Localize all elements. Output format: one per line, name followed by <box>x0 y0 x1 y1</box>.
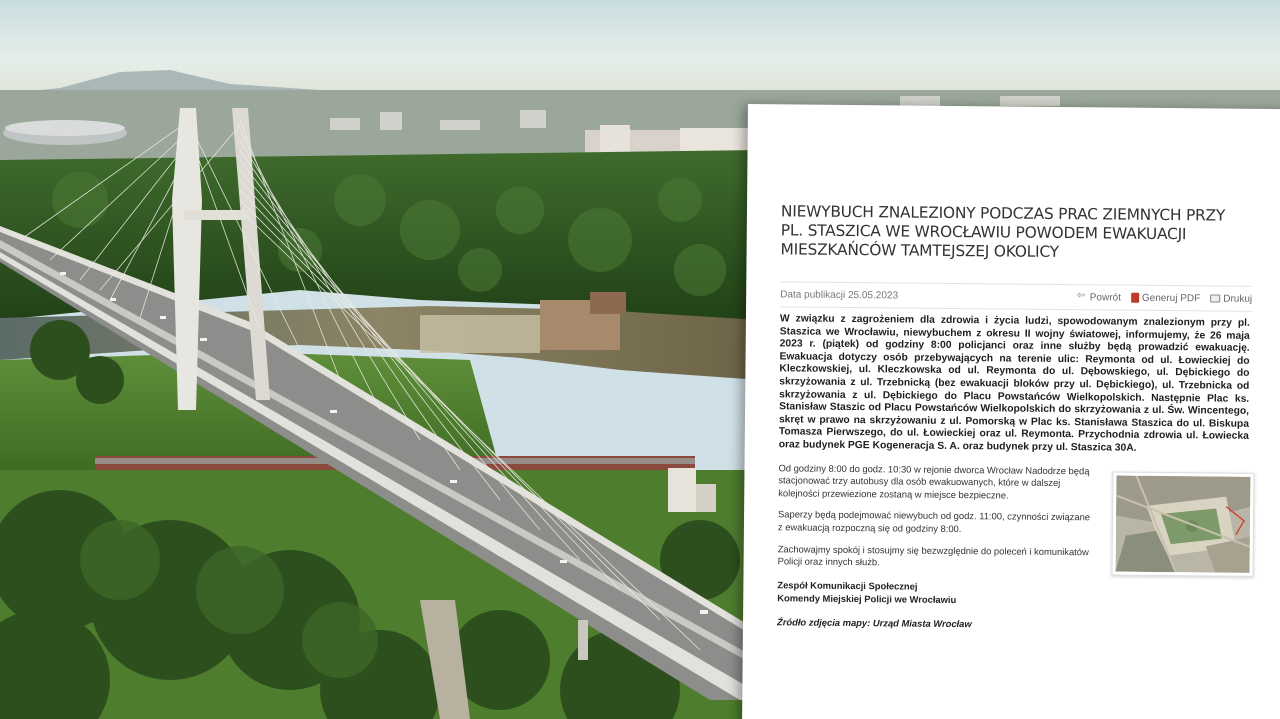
paragraph-buses: Od godziny 8:00 do godz. 10:30 w rejonie dworca Wrocław Nadodrze będą stacjonować trzy autobusy dla osób ewakuowanych, które w dalszej kolejności przewiezione zostaną w miejsce bezpieczne. <box>778 461 1090 501</box>
back-label: Powrót <box>1089 291 1121 304</box>
announcement-title: NIEWYBUCH ZNALEZIONY PODCZAS PRAC ZIEMNYCH PRZY PL. STASZICA WE WROCŁAWIU POWODEM EWAKUACJI MIESZKAŃCÓW TAMTEJSZEJ OKOLICY <box>780 202 1226 261</box>
pdf-icon <box>1131 293 1139 303</box>
police-announcement-page <box>742 104 1280 719</box>
pdf-label: Generuj PDF <box>1141 292 1201 304</box>
article-actions <box>1077 292 1252 305</box>
photo-source: Źródło zdjęcia mapy: Urząd Miasta Wrocław <box>776 615 972 629</box>
back-link[interactable] <box>1077 292 1121 303</box>
lead-paragraph: W związku z zagrożeniem dla zdrowia i życia ludzi, spowodowanym znalezionym przy pl. Staszica we Wrocławiu, niewybuchem z okresu II wojny światowej, informujemy, że 26 maja 2023 r. (piątek) od godziny 8:00 policjanci oraz inne służby będą prowadzić ewakuację. Ewakuacja dotyczy osób przebywających na terenie ulic: Reymonta od ul. Łowieckiej do Kleczkowskiej, ul. Kleczkowska od ul. Reymonta do ul. Dębowskiego, ul. Dębickiego do skrzyżowania z ul. Trzebnicką (bez ewakuacji bloków przy ul. Dębickiego), ul. Trzebnicka od skrzyżowania z ul. Dębickiego do Placu Powstańców Wielkopolskich. Następnie Plac ks. Stanisław Staszic od Placu Powstańców Wielkopolskich do skrzyżowania z ul. Św. Wincentego, skręt w prawo na skrzyżowaniu z ul. Pomorską w Plac ks. Stanisława Staszica do ul. Biskupa Tomasza Pierwszego, do ul. Łowieckiej oraz ul. Reymonta. Przychodnia zdrowia ul. Łowiecka oraz budynek PGE Kogeneracja S. A. oraz budynek przy ul. Staszica 30A. <box>778 313 1250 454</box>
print-link[interactable] <box>1210 293 1252 304</box>
publication-date: Data publikacji 25.05.2023 <box>780 288 899 301</box>
printer-icon <box>1210 294 1220 302</box>
meta-bar <box>780 281 1252 312</box>
article-body <box>777 462 1249 632</box>
print-label: Drukuj <box>1223 293 1253 305</box>
back-arrow-icon <box>1077 292 1087 302</box>
paragraph-sappers: Saperzy będą podejmować niewybuch od godz. 11:00, czynności związane z ewakuacją rozpoczną się od godziny 8:00. <box>777 508 1091 534</box>
weir <box>420 315 540 353</box>
signature-line-1: Zespół Komunikacji Społecznej <box>777 578 918 592</box>
evacuation-map-thumbnail[interactable] <box>1111 471 1254 576</box>
paragraph-calm: Zachowajmy spokój i stosujmy się bezwzględnie do poleceń i komunikatów Policji oraz innych służb. <box>777 542 1089 568</box>
map-image <box>1116 475 1251 572</box>
white-building <box>668 468 696 512</box>
signature <box>777 578 1247 609</box>
signature-line-2: Komendy Miejskiej Policji we Wrocławiu <box>777 591 957 605</box>
generate-pdf-link[interactable] <box>1131 292 1200 304</box>
